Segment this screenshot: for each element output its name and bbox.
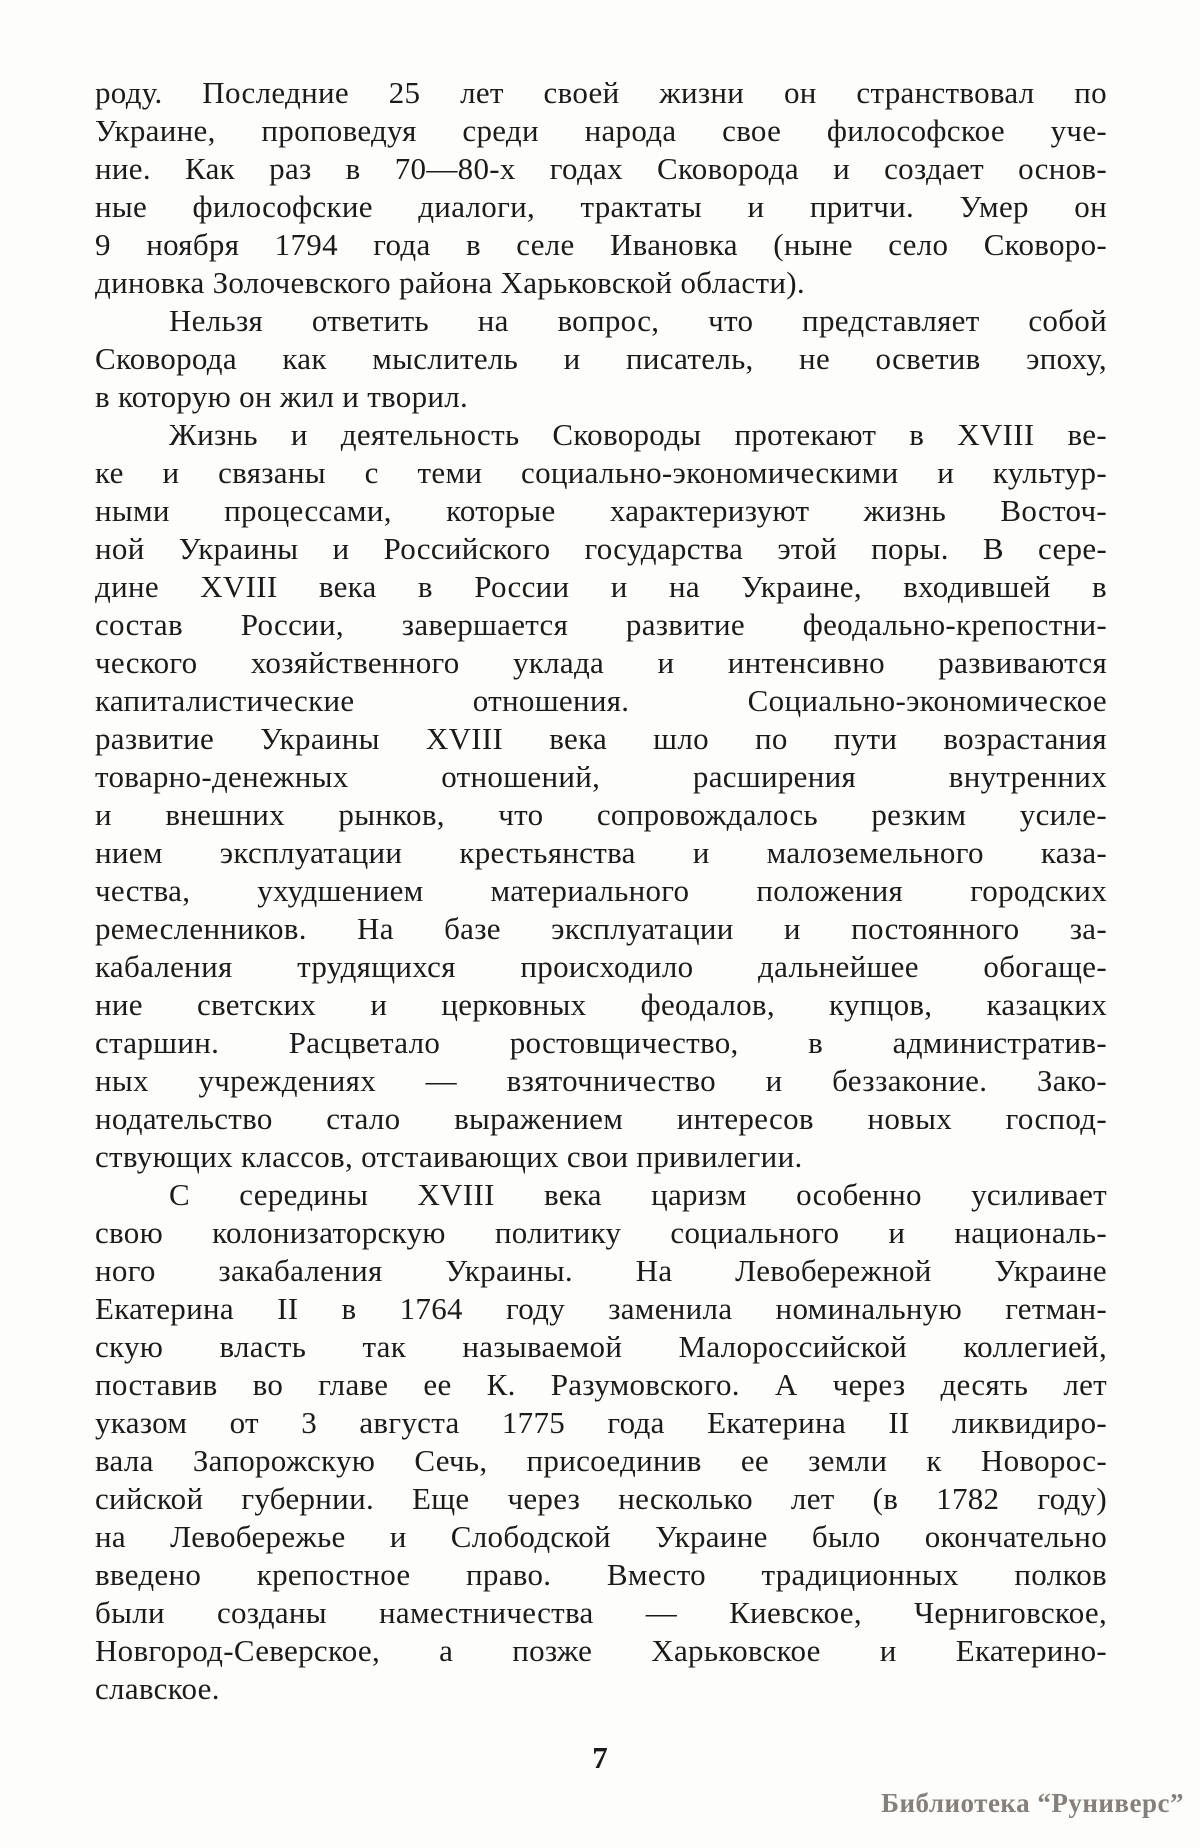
paragraph xyxy=(95,1176,1107,1708)
page-text xyxy=(95,74,1107,1708)
text-line: ного закабаления Украины. На Левобережной Украине xyxy=(95,1253,1107,1288)
text-line: ных учреждениях — взяточничество и беззаконие. Зако- xyxy=(95,1063,1107,1098)
text-line: были созданы наместничества — Киевское, Черниговское, xyxy=(95,1595,1107,1630)
text-line: нием эксплуатации крестьянства и малоземельного каза- xyxy=(95,835,1107,870)
text-line: введено крепостное право. Вместо традиционных полков xyxy=(95,1557,1107,1592)
text-line: ние светских и церковных феодалов, купцов, казацких xyxy=(95,987,1107,1022)
text-line: ремесленников. На базе эксплуатации и постоянного за- xyxy=(95,911,1107,946)
text-line: в которую он жил и творил. xyxy=(95,379,469,414)
text-line: старшин. Расцветало ростовщичество, в административ- xyxy=(95,1025,1107,1060)
text-line: товарно-денежных отношений, расширения внутренних xyxy=(95,759,1107,794)
paragraph xyxy=(95,416,1107,1176)
text-line: диновка Золочевского района Харьковской области). xyxy=(95,265,805,300)
text-line: Жизнь и деятельность Сковороды протекают в XVIII ве- xyxy=(169,417,1107,452)
text-line: указом от 3 августа 1775 года Екатерина II ликвидиро- xyxy=(95,1405,1107,1440)
text-line: и внешних рынков, что сопровождалось резким усиле- xyxy=(95,797,1107,832)
text-line: Сковорода как мыслитель и писатель, не осветив эпоху, xyxy=(95,341,1107,376)
text-line: свою колонизаторскую политику социального и националь- xyxy=(95,1215,1107,1250)
text-line: ке и связаны с теми социально-экономическими и культур- xyxy=(95,455,1107,490)
text-line: ствующих классов, отстаивающих свои привилегии. xyxy=(95,1139,803,1174)
text-line: Нельзя ответить на вопрос, что представляет собой xyxy=(169,303,1107,338)
text-line: ными процессами, которые характеризуют жизнь Восточ- xyxy=(95,493,1107,528)
text-line: Украине, проповедуя среди народа свое философское уче- xyxy=(95,113,1107,148)
text-line: на Левобережье и Слободской Украине было окончательно xyxy=(95,1519,1107,1554)
watermark-runivers: Библиотека “Руниверс” xyxy=(881,1788,1184,1818)
text-line: сийской губернии. Еще через несколько лет (в 1782 году) xyxy=(95,1481,1107,1516)
text-line: ние. Как раз в 70—80-х годах Сковорода и создает основ- xyxy=(95,151,1107,186)
text-line: вала Запорожскую Сечь, присоединив ее земли к Новорос- xyxy=(95,1443,1107,1478)
text-line: кабаления трудящихся происходило дальнейшее обогаще- xyxy=(95,949,1107,984)
page-number: 7 xyxy=(592,1740,608,1775)
text-line: капиталистические отношения. Социально-экономическое xyxy=(95,683,1107,718)
text-line: развитие Украины XVIII века шло по пути возрастания xyxy=(95,721,1107,756)
text-line: славское. xyxy=(95,1671,220,1706)
text-line: С середины XVIII века царизм особенно усиливает xyxy=(169,1177,1107,1212)
text-line: ческого хозяйственного уклада и интенсивно развиваются xyxy=(95,645,1107,680)
text-line: Новгород-Северское, а позже Харьковское и Екатерино- xyxy=(95,1633,1107,1668)
text-line: дине XVIII века в России и на Украине, входившей в xyxy=(95,569,1107,604)
text-line: поставив во главе ее К. Разумовского. А через десять лет xyxy=(95,1367,1107,1402)
text-line: нодательство стало выражением интересов новых господ- xyxy=(95,1101,1107,1136)
text-line: 9 ноября 1794 года в селе Ивановка (ныне село Сковоро- xyxy=(95,227,1107,262)
text-line: Екатерина II в 1764 году заменила номинальную гетман- xyxy=(95,1291,1107,1326)
text-line: состав России, завершается развитие феодально-крепостни- xyxy=(95,607,1107,642)
paragraph xyxy=(95,74,1107,302)
text-line: роду. Последние 25 лет своей жизни он странствовал по xyxy=(95,75,1107,110)
paragraph xyxy=(95,302,1107,416)
text-line: чества, ухудшением материального положения городских xyxy=(95,873,1107,908)
text-line: ные философские диалоги, трактаты и притчи. Умер он xyxy=(95,189,1107,224)
text-line: ной Украины и Российского государства этой поры. В сере- xyxy=(95,531,1107,566)
text-line: скую власть так называемой Малороссийской коллегией, xyxy=(95,1329,1107,1364)
